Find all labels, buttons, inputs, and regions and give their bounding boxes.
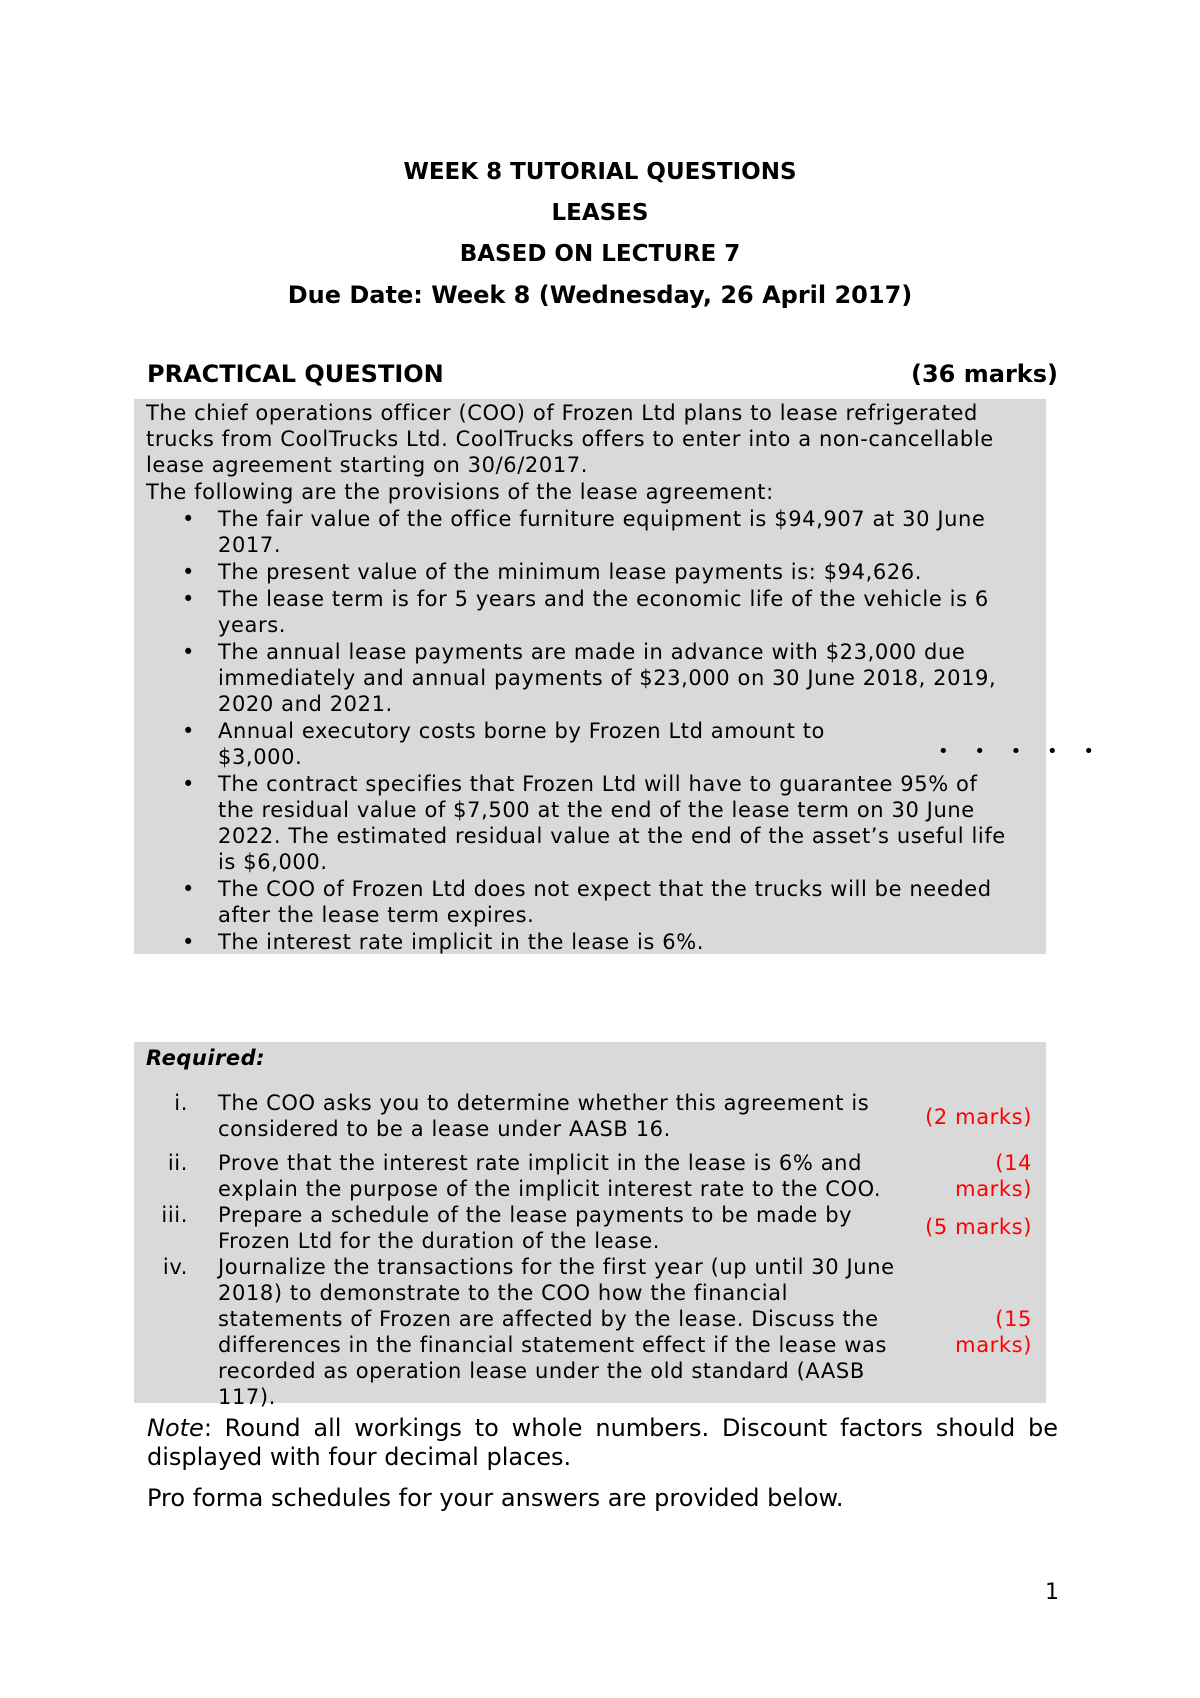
stray-bullet-dots: • • • • •: [938, 741, 1104, 762]
practical-question-marks: (36 marks): [911, 360, 1058, 388]
required-item-text: Journalize the transactions for the first year (up until 30 June 2018) to demonstrate to the COO how the financial statements of Frozen are affected by the lease. Discuss the differences in the financial statement effect if the lease was recorded as operation lease under the old standard (AASB 117).: [218, 1255, 895, 1409]
provision-item: • The present value of the minimum lease payments is: $94,626.: [182, 560, 923, 584]
provision-item: • The interest rate implicit in the lease is 6%.: [182, 930, 705, 954]
bullet-icon: •: [182, 719, 195, 743]
required-item-text: The COO asks you to determine whether this agreement is considered to be a lease under AASB 16.: [218, 1091, 870, 1141]
bullet-icon: •: [182, 877, 195, 901]
practical-question-title: PRACTICAL QUESTION: [147, 360, 444, 388]
required-item-number: iii.: [161, 1203, 188, 1227]
bullet-icon: •: [182, 560, 195, 584]
scenario-intro: The chief operations officer (COO) of Frozen Ltd plans to lease refrigerated trucks from CoolTrucks Ltd. CoolTrucks offers to enter into a non-cancellable lease agreement starting on 30/6/2017.: [146, 401, 994, 477]
required-box: [134, 1042, 1046, 1409]
required-item-marks: (15 marks): [955, 1307, 1032, 1357]
provision-item: • The fair value of the office furniture equipment is $94,907 at 30 June 2017.: [182, 507, 986, 557]
provision-item: • The annual lease payments are made in advance with $23,000 due immediately and annual payments of $23,000 on 30 June 2018, 2019, 2020 and 2021.: [182, 640, 997, 716]
provisions-intro: The following are the provisions of the lease agreement:: [146, 480, 774, 504]
scenario-box: [134, 399, 1046, 954]
required-item-number: iv.: [162, 1255, 188, 1279]
bullet-icon: •: [182, 640, 195, 664]
header-lecture: BASED ON LECTURE 7: [459, 241, 741, 267]
required-item-text: Prove that the interest rate implicit in the lease is 6% and explain the purpose of the implicit interest rate to the COO.: [218, 1151, 882, 1201]
provision-item: • The COO of Frozen Ltd does not expect that the trucks will be needed after the lease term expires.: [182, 877, 992, 927]
note-label: Note: [147, 1414, 204, 1442]
required-title: Required:: [146, 1046, 266, 1070]
required-item-number: i.: [174, 1091, 188, 1115]
page-number: 1: [1045, 1580, 1059, 1605]
header-topic: LEASES: [551, 200, 649, 226]
required-item-number: ii.: [167, 1151, 188, 1175]
provision-item: • The contract specifies that Frozen Ltd will have to guarantee 95% of the residual value of $7,500 at the end of the lease term on 30 June 2022. The estimated residual value at the end of the asset’s useful life is $6,000.: [182, 772, 1006, 874]
note-text: : Round all workings to whole numbers. Discount factors should be displayed with four decimal places.: [147, 1414, 1058, 1471]
required-item-text: Prepare a schedule of the lease payments to be made by Frozen Ltd for the duration of the lease.: [218, 1203, 853, 1253]
provision-item: • Annual executory costs borne by Frozen Ltd amount to $3,000.: [182, 719, 825, 769]
provisions-list: [134, 506, 1034, 956]
bullet-icon: •: [182, 772, 195, 796]
required-item-marks: (14 marks): [955, 1151, 1032, 1201]
bullet-icon: •: [182, 507, 195, 531]
proforma-statement: Pro forma schedules for your answers are provided below.: [147, 1484, 844, 1512]
required-item-marks: (2 marks): [925, 1105, 1032, 1129]
note-paragraph: [147, 1414, 1058, 1472]
required-item-marks: (5 marks): [925, 1215, 1032, 1239]
practical-question-heading: [147, 356, 1058, 392]
document-header: [0, 152, 1200, 316]
header-due-date: Due Date: Week 8 (Wednesday, 26 April 2017): [287, 281, 913, 309]
bullet-icon: •: [182, 930, 195, 954]
header-week-title: WEEK 8 TUTORIAL QUESTIONS: [403, 159, 797, 185]
bullet-icon: •: [182, 587, 195, 611]
provision-item: • The lease term is for 5 years and the economic life of the vehicle is 6 years.: [182, 587, 989, 637]
